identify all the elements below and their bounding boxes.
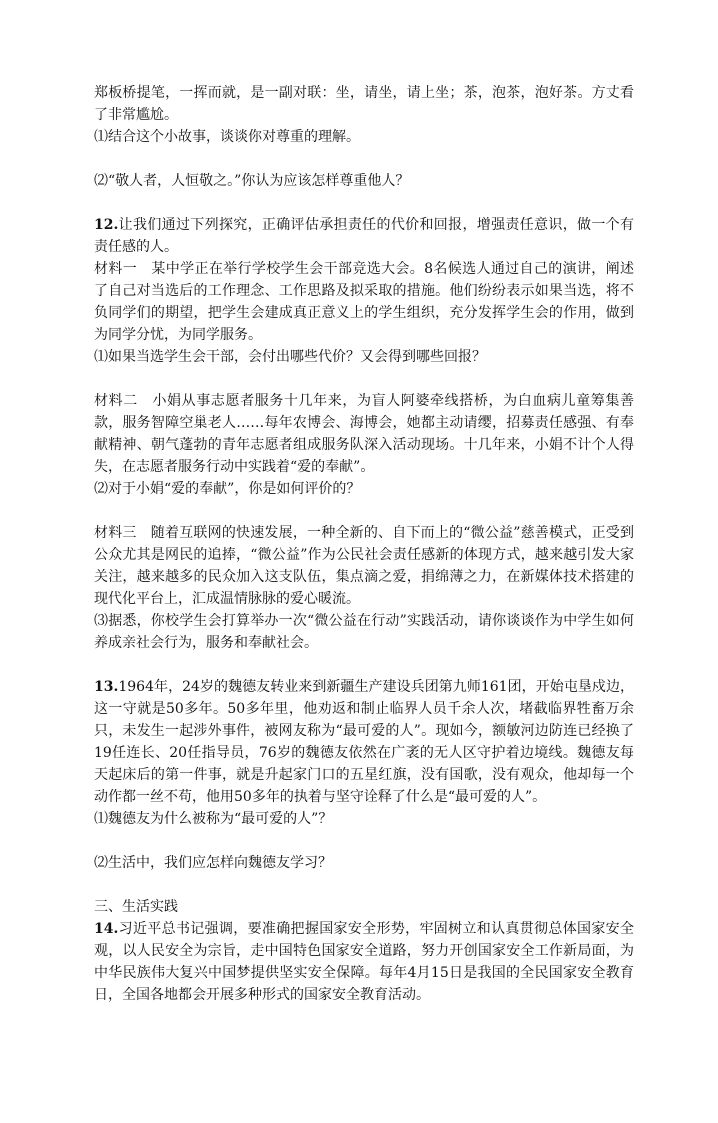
q13-stem-text: 1964年，24岁的魏德友转业来到新疆生产建设兵团第九师161团，开始屯垦戍边，这一守就是50多年。50多年里，他劝返和制止临界人员千余人次，堵截临界牲畜万余只，未发生一起涉外事件，被网友称为“最可爱的人”。现如今，额敏河边防连已经换了19任连长、20任指导员，76岁的魏德友依然在广袤的无人区守护着边境线。魏德友每天起床后的第一件事，就是升起家门口的五星红旗，没有国歌，没有观众，他却每一个动作都一丝不苟，他用50多年的执着与坚守诠释了什么是“最可爱的人”。 — [94, 679, 634, 805]
q12-stem — [94, 214, 634, 258]
document-body — [94, 82, 634, 1006]
q12-subquestion-3: ⑶据悉，你校学生会打算举办一次“微公益在行动”实践活动，请你谈谈作为中学生如何养成亲社会行为，服务和奉献社会。 — [94, 613, 634, 651]
q14-stem-text: 习近平总书记强调，要准确把握国家安全形势，牢固树立和认真贯彻总体国家安全观，以人民安全为宗旨，走中国特色国家安全道路，努力开创国家安全工作新局面，为中华民族伟大复兴中国梦提供坚实安全保障。每年4月15日是我国的全民国家安全教育日，全国各地都会开展多种形式的国家安全教育活动。 — [94, 921, 634, 1003]
q12-stem-text: 让我们通过下列探究，正确评估承担责任的代价和回报，增强责任意识，做一个有责任感的人。 — [94, 217, 634, 255]
q12-material-1: 材料一 某中学正在举行学校学生会干部竞选大会。8名候选人通过自己的演讲，阐述了自己对当选后的工作理念、工作思路及拟采取的措施。他们纷纷表示如果当选，将不负同学们的期望，把学生会建成真正意义上的学生组织，充分发挥学生会的作用，做到为同学分忧，为同学服务。 — [94, 261, 634, 343]
q12-number: 12. — [94, 217, 119, 233]
q12-subquestion-2: ⑵对于小娟“爱的奉献”，你是如何评价的？ — [94, 481, 361, 497]
q14-stem — [94, 918, 634, 1006]
q13-stem — [94, 676, 634, 808]
q11-subquestion-2: ⑵“敬人者，人恒敬之。”你认为应该怎样尊重他人？ — [94, 173, 410, 189]
q13-subquestion-1: ⑴魏德友为什么被称为“最可爱的人”？ — [94, 811, 333, 827]
q14-number: 14. — [94, 921, 119, 937]
q13-number: 13. — [94, 679, 119, 695]
q13-subquestion-2: ⑵生活中，我们应怎样向魏德友学习？ — [94, 855, 332, 871]
q11-story-tail: 郑板桥提笔，一挥而就，是一副对联：坐，请坐，请上坐；茶，泡茶，泡好茶。方丈看了非常尴尬。 — [94, 85, 634, 123]
section-heading: 三、生活实践 — [94, 899, 178, 915]
q12-material-3: 材料三 随着互联网的快速发展，一种全新的、自下而上的“微公益”慈善模式，正受到公众尤其是网民的追捧，“微公益”作为公民社会责任感新的体现方式，越来越引发大家关注，越来越多的民众加入这支队伍，集点滴之爱，捐绵薄之力，在新媒体技术搭建的现代化平台上，汇成温情脉脉的爱心暖流。 — [94, 525, 634, 607]
q11-subquestion-1: ⑴结合这个小故事，谈谈你对尊重的理解。 — [94, 129, 360, 145]
q12-subquestion-1: ⑴如果当选学生会干部，会付出哪些代价？又会得到哪些回报？ — [94, 349, 486, 365]
q12-material-2: 材料二 小娟从事志愿者服务十几年来，为盲人阿婆牵线搭桥，为白血病儿童筹集善款，服务智障空巢老人……每年农博会、海博会，她都主动请缨，招募责任感强、有奉献精神、朝气蓬勃的青年志愿者组成服务队深入活动现场。十几年来，小娟不计个人得失，在志愿者服务行动中实践着“爱的奉献”。 — [94, 393, 634, 475]
